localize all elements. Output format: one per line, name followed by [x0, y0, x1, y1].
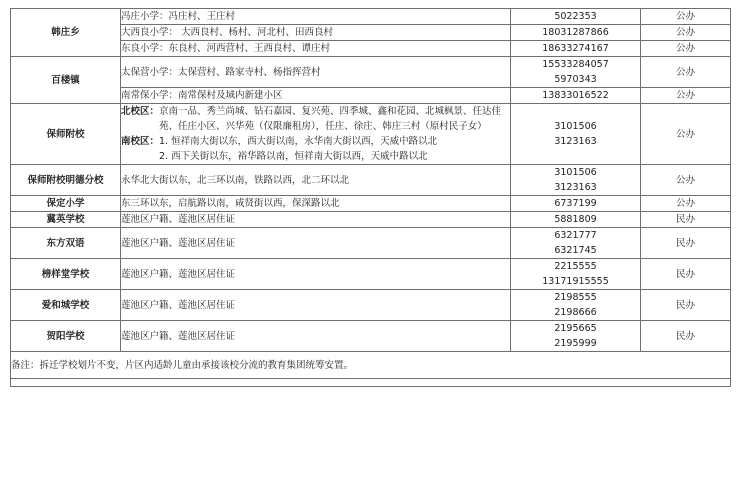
table-row	[11, 321, 731, 352]
phone-number: 6737199	[554, 198, 597, 209]
phone-number: 18633274167	[542, 43, 609, 54]
campus-label: 北校区：	[121, 106, 160, 117]
table-row	[11, 196, 731, 212]
phone-cell	[511, 196, 641, 212]
empty-cell	[11, 379, 731, 387]
phone-number: 2198666	[554, 307, 597, 318]
table-row	[11, 165, 731, 196]
phone-cell	[511, 57, 641, 88]
phone-cell	[511, 104, 641, 165]
district-area: 莲池区户籍、莲池区居住证	[121, 212, 511, 228]
school-name: 百楼镇	[11, 57, 121, 104]
phone-number: 15533284057	[542, 59, 609, 70]
phone-number: 2195999	[554, 338, 597, 349]
school-type: 公办	[641, 9, 731, 25]
phone-number: 6321777	[554, 230, 597, 241]
phone-cell	[511, 259, 641, 290]
phone-cell	[511, 321, 641, 352]
phone-cell	[511, 212, 641, 228]
school-name: 保定小学	[11, 196, 121, 212]
district-area: 莲池区户籍、莲池区居住证	[121, 321, 511, 352]
school-type: 民办	[641, 228, 731, 259]
school-type: 公办	[641, 57, 731, 88]
school-type: 民办	[641, 212, 731, 228]
phone-number: 13833016522	[542, 90, 609, 101]
district-area: 莲池区户籍、莲池区居住证	[121, 259, 511, 290]
district-area	[121, 104, 511, 165]
school-type: 公办	[641, 88, 731, 104]
phone-number: 5881809	[554, 214, 597, 225]
phone-number: 2198555	[554, 292, 597, 303]
school-type: 公办	[641, 25, 731, 41]
school-name: 韩庄乡	[11, 9, 121, 57]
note-row	[11, 352, 731, 379]
north-campus	[121, 104, 510, 134]
table-row	[11, 9, 731, 25]
phone-number: 5970343	[554, 74, 597, 85]
phone-number: 3123163	[554, 136, 597, 147]
school-name: 保师附校	[11, 104, 121, 165]
empty-row	[11, 379, 731, 387]
phone-cell	[511, 9, 641, 25]
phone-number: 13171915555	[542, 276, 609, 287]
phone-cell	[511, 290, 641, 321]
school-type: 民办	[641, 290, 731, 321]
district-area: 南常保小学：南常保村及域内新建小区	[121, 88, 511, 104]
district-area: 莲池区户籍、莲池区居住证	[121, 290, 511, 321]
school-name: 贺阳学校	[11, 321, 121, 352]
phone-number: 3123163	[554, 182, 597, 193]
campus-area: 京南一品、秀兰尚城、钻石嘉园、复兴苑、四季城、鑫和花园、北城枫景、任达佳苑、任庄小区、兴华苑（仅限廉租房），任庄、徐庄、韩庄三村（原村民子女）	[159, 106, 502, 132]
table-row	[11, 57, 731, 88]
phone-cell	[511, 25, 641, 41]
campus-label: 南校区：	[121, 136, 160, 147]
phone-cell	[511, 41, 641, 57]
school-name: 东方双语	[11, 228, 121, 259]
table-row	[11, 259, 731, 290]
phone-cell	[511, 228, 641, 259]
school-type: 公办	[641, 165, 731, 196]
phone-number: 6321745	[554, 245, 597, 256]
table-row	[11, 290, 731, 321]
school-type: 公办	[641, 196, 731, 212]
phone-number: 18031287866	[542, 27, 609, 38]
phone-number: 3101506	[554, 121, 597, 132]
school-district-table	[10, 8, 731, 387]
table-row	[11, 228, 731, 259]
phone-number: 2195665	[554, 323, 597, 334]
phone-number: 5022353	[554, 11, 597, 22]
district-area: 东三环以东，启航路以南，咸贤街以西，保深路以北	[121, 196, 511, 212]
campus-area-line: 2. 西下关街以东，裕华路以南，恒祥南大街以西，天威中路以北	[159, 151, 428, 162]
school-type: 公办	[641, 41, 731, 57]
school-name: 冀英学校	[11, 212, 121, 228]
phone-cell	[511, 88, 641, 104]
school-type: 民办	[641, 259, 731, 290]
district-area: 永华北大街以东，北三环以南，铁路以西，北二环以北	[121, 165, 511, 196]
note-text: 备注：拆迁学校划片不变，片区内适龄儿童由承接该校分流的教育集团统筹安置。	[11, 352, 731, 379]
district-area: 大西良小学： 大西良村、杨村、河北村、田西良村	[121, 25, 511, 41]
campus-area-line: 1. 恒祥南大街以东，西大街以南，永华南大街以西，天威中路以北	[159, 136, 438, 147]
school-name: 保师附校明德分校	[11, 165, 121, 196]
school-type: 公办	[641, 104, 731, 165]
school-name: 爱和城学校	[11, 290, 121, 321]
district-area: 太保营小学：太保营村、路家寺村、杨指挥营村	[121, 57, 511, 88]
phone-number: 3101506	[554, 167, 597, 178]
table-row	[11, 104, 731, 165]
phone-number: 2215555	[554, 261, 597, 272]
phone-cell	[511, 165, 641, 196]
south-campus	[121, 134, 510, 164]
district-area: 莲池区户籍、莲池区居住证	[121, 228, 511, 259]
school-type: 民办	[641, 321, 731, 352]
district-area: 冯庄小学：冯庄村、王庄村	[121, 9, 511, 25]
school-name: 榜样堂学校	[11, 259, 121, 290]
district-area: 东良小学：东良村、河西营村、王西良村、谭庄村	[121, 41, 511, 57]
table-row	[11, 212, 731, 228]
